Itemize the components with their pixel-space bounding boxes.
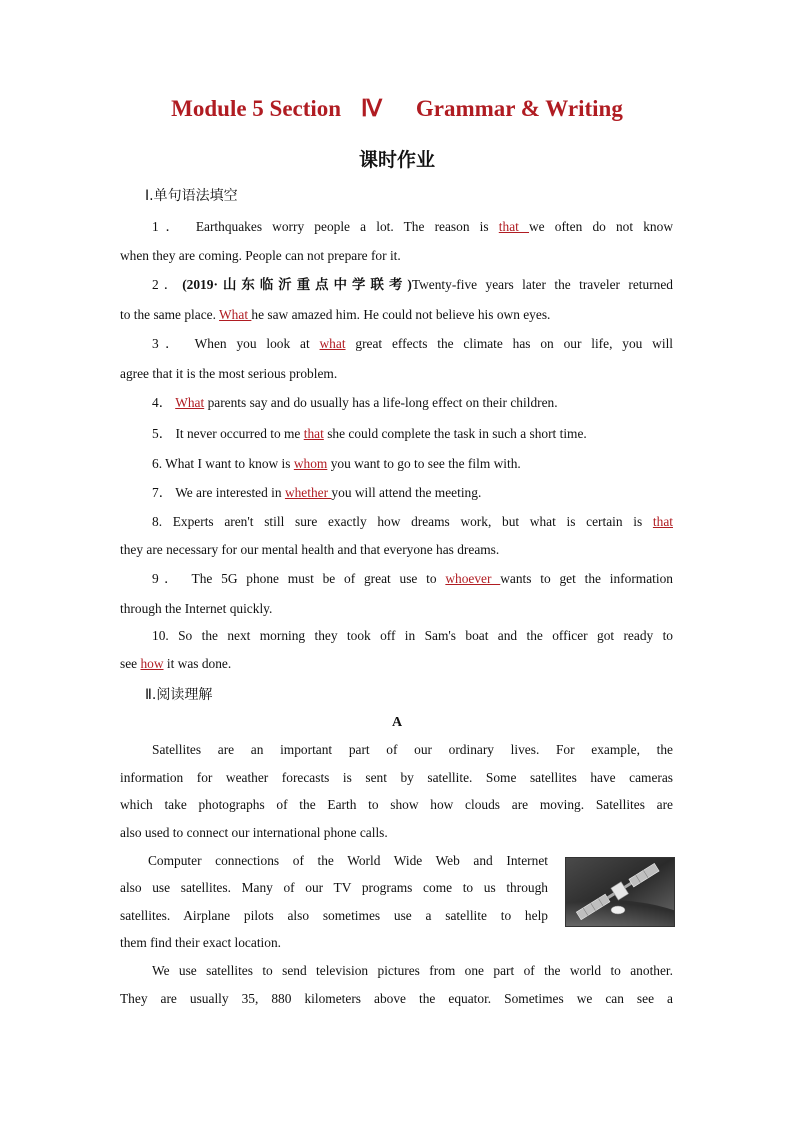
page-subtitle: 课时作业: [358, 149, 435, 171]
passage-line: Computer connections of the World Wide Web and Internet: [148, 853, 548, 868]
passage-line: them find their exact location.: [120, 935, 282, 950]
question-10: 10. So the next morning they took off in Sam's boat and the officer got ready to: [152, 628, 673, 643]
question-2: 2．(2019·山东临沂重点中学联考)Twenty-five years later the traveler returned: [152, 277, 673, 292]
satellite-image: [565, 857, 675, 927]
answer-10: how: [140, 656, 164, 671]
question-4: 4． What parents say and do usually has a life-long effect on their children.: [152, 395, 558, 410]
passage-heading: A: [391, 715, 403, 730]
question-2-cont: to the same place. What he saw amazed him. He could not believe his own eyes.: [120, 307, 551, 322]
passage-line: satellites. Airplane pilots also sometimes use a satellite to help: [120, 908, 548, 923]
answer-7: whether: [284, 485, 332, 500]
question-8: 8. Experts aren't still sure exactly how dreams work, but what is certain is that: [152, 514, 673, 529]
answer-3: what: [319, 336, 346, 351]
answer-5: that: [303, 426, 324, 441]
passage-line: which take photographs of the Earth to show how clouds are moving. Satellites are: [120, 797, 673, 812]
question-2-source: (2019·山东临沂重点中学联考): [182, 277, 412, 292]
question-6: 6. What I want to know is whom you want to go to see the film with.: [152, 456, 521, 471]
question-1-cont: when they are coming. People can not prepare for it.: [120, 248, 401, 263]
question-7: 7． We are interested in whether you will attend the meeting.: [152, 485, 482, 500]
question-9: 9． The 5G phone must be of great use to whoever wants to get the information: [152, 571, 673, 586]
title-roman: Ⅳ: [360, 96, 383, 121]
passage-line: Satellites are an important part of our ordinary lives. For example, the: [152, 742, 673, 757]
answer-6: whom: [293, 456, 328, 471]
passage-line: They are usually 35, 880 kilometers above the equator. Sometimes we can see a: [120, 991, 673, 1006]
title-part1: Module 5 Section: [171, 96, 342, 121]
section1-heading: Ⅰ.单句语法填空: [145, 188, 238, 204]
question-10-cont: see how it was done.: [120, 656, 232, 671]
answer-4: What: [175, 395, 205, 410]
answer-1: that: [498, 219, 530, 234]
answer-8: that: [652, 514, 673, 529]
passage-line: also used to connect our international phone calls.: [120, 825, 388, 840]
passage-line: information for weather forecasts is sent by satellite. Some satellites have cameras: [120, 770, 673, 785]
page-title: [0, 96, 794, 122]
question-5: 5． It never occurred to me that she could complete the task in such a short time.: [152, 426, 587, 441]
title-part2: Grammar & Writing: [415, 96, 623, 121]
passage-line: We use satellites to send television pictures from one part of the world to another.: [152, 963, 673, 978]
section2-heading: Ⅱ.阅读理解: [145, 687, 213, 703]
passage-line: also use satellites. Many of our TV programs come to us through: [120, 880, 548, 895]
question-3: 3． When you look at what great effects the climate has on our life, you will: [152, 336, 674, 351]
question-3-cont: agree that it is the most serious problem.: [120, 366, 338, 381]
question-8-cont: they are necessary for our mental health and that everyone has dreams.: [120, 542, 500, 557]
answer-9: whoever: [445, 571, 501, 586]
answer-2: What: [219, 307, 252, 322]
question-1: 1． Earthquakes worry people a lot. The reason is that we often do not know: [152, 219, 673, 234]
question-9-cont: through the Internet quickly.: [120, 601, 273, 616]
